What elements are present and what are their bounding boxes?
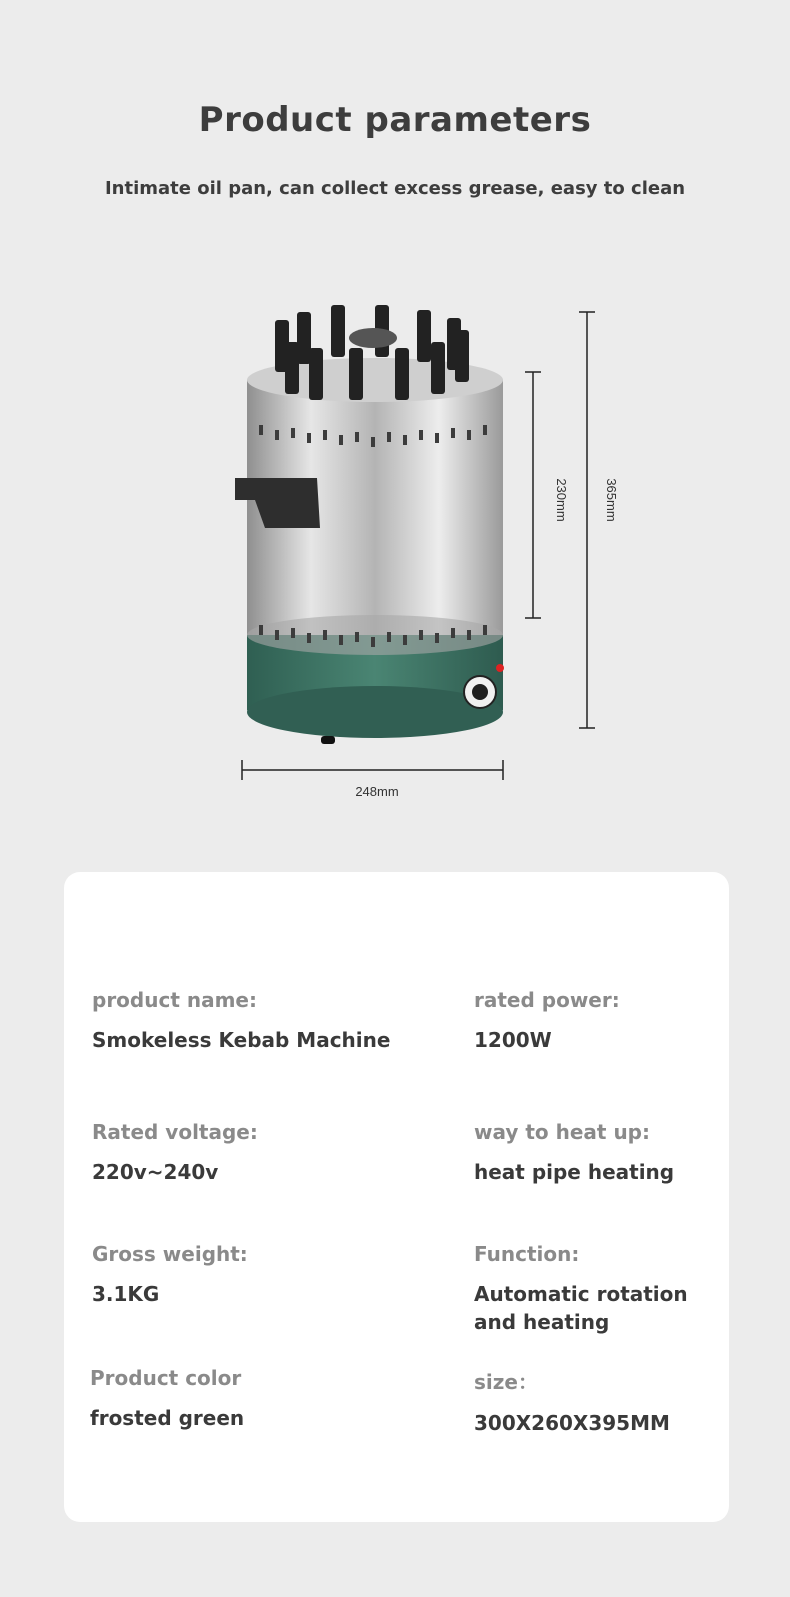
spec-value: Smokeless Kebab Machine: [92, 1028, 391, 1052]
spec-value: 300X260X395MM: [474, 1411, 670, 1435]
spec-product-color: [90, 1366, 390, 1432]
spec-value: 220v~240v: [92, 1160, 219, 1184]
spec-label: rated power:: [474, 988, 620, 1012]
body-height-dimension-label: 230mm: [554, 478, 569, 522]
spec-label: Rated voltage:: [92, 1120, 258, 1144]
page-subtitle: Intimate oil pan, can collect excess grease, easy to clean: [104, 178, 686, 199]
spec-size: [474, 1366, 714, 1437]
spec-value: 1200W: [474, 1028, 552, 1052]
spec-label: size：: [474, 1370, 538, 1394]
spec-label: way to heat up:: [474, 1120, 650, 1144]
spec-label: product name:: [92, 988, 257, 1012]
spec-value: 3.1KG: [92, 1282, 160, 1306]
spec-value: frosted green: [90, 1406, 245, 1430]
width-dimension-label: 248mm: [355, 784, 399, 799]
page-title: Product parameters: [198, 100, 592, 140]
spec-value: heat pipe heating: [474, 1160, 675, 1184]
spec-rated-voltage: [92, 1120, 392, 1186]
spec-label: Function:: [474, 1242, 580, 1266]
spec-label: Product color: [90, 1366, 242, 1390]
product-image: [225, 300, 645, 820]
spec-card: [64, 872, 729, 1522]
spec-label: Gross weight:: [92, 1242, 248, 1266]
spec-heating-method: [474, 1120, 714, 1186]
spec-rated-power: [474, 988, 714, 1054]
spec-product-name: [92, 988, 392, 1054]
total-height-dimension-label: 365mm: [604, 478, 619, 522]
spec-value: Automatic rotation and heating: [474, 1282, 688, 1334]
spec-gross-weight: [92, 1242, 392, 1308]
spec-function: [474, 1242, 714, 1336]
